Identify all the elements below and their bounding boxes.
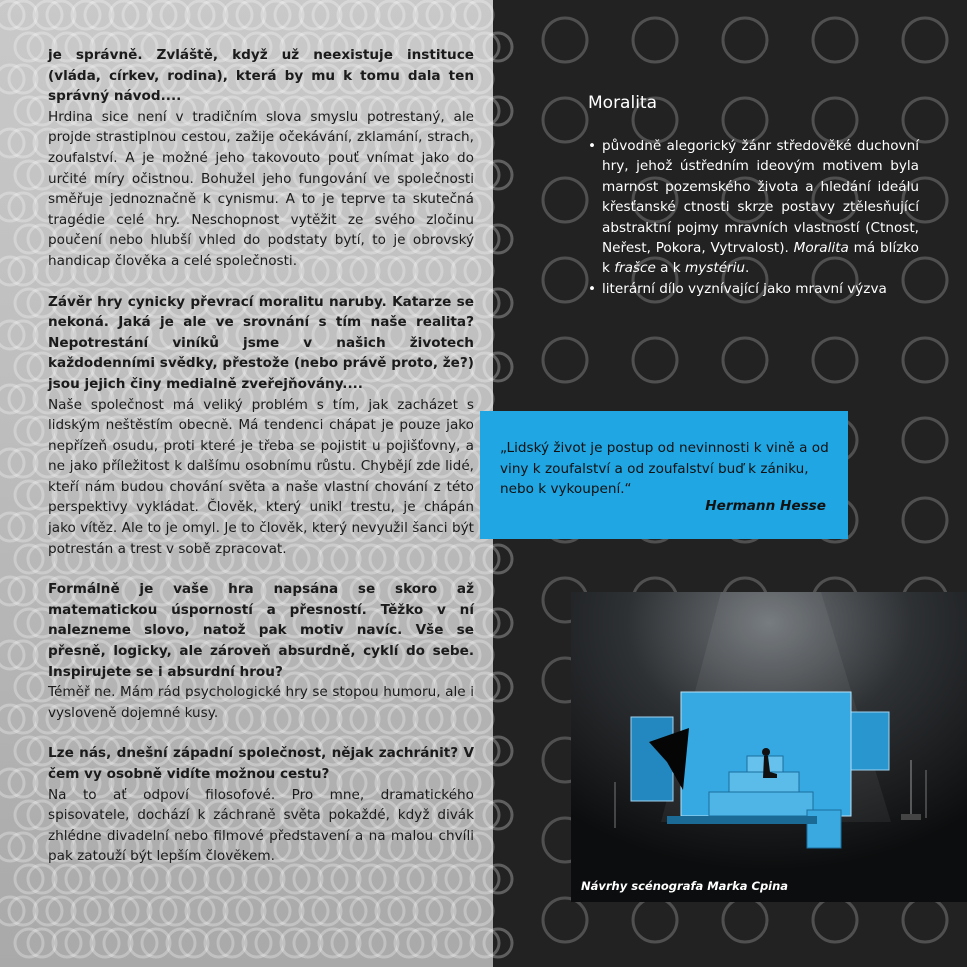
scenography-photo	[571, 592, 967, 902]
definition-item: • původně alegorický žánr středověké duchovní hry, jehož ústředním ideovým motivem byla marnost pozemského života a hledání ideálu křesťanské ctnosti skrze postavy ztělesňující abstraktní pojmy mravních vlastností (Ctnost, Neřest, Pokora, Vytrvalost). Moralita má blízko k frašce a k mystériu.	[588, 136, 919, 279]
figure-head	[762, 748, 770, 756]
quote-box	[480, 411, 848, 539]
moralita-definition-list	[588, 136, 919, 299]
answer-paragraph: Na to ať odpoví filosofové. Pro mne, dramatického spisovatele, dochází k záchraně světa pokaždé, když divák zhlédne divadelní nebo filmové představení a na malou chvíli pak zatouží být lepším člověkem.	[48, 786, 474, 865]
question-paragraph: Závěr hry cynicky převrací moralitu naruby. Katarze se nekoná. Jaká je ale ve srovnání s tím naše realita? Nepotrestání viníků jsme v našich životech každodenními svědky, přestože (nebo právě proto, že?) jsou jejich činy medialně zveřejňovány....	[48, 293, 474, 392]
definition-item: • literární dílo vyznívající jako mravní výzva	[588, 279, 919, 299]
answer-paragraph: Téměř ne. Mám rád psychologické hry se stopou humoru, ale i vysloveně dojemné kusy.	[48, 684, 474, 721]
answer-bold-intro: je správně. Zvláště, když už neexistuje instituce (vláda, církev, rodina), která by mu k tomu dala ten správný návod....	[48, 47, 474, 105]
set-cube	[807, 810, 841, 848]
moralita-heading: Moralita	[588, 93, 658, 113]
quote-text: „Lidský život je postup od nevinnosti k vině a od viny k zoufalství a od zoufalství buď k zániku, nebo k vykoupení.“	[500, 440, 829, 497]
answer-paragraph: Naše společnost má veliký problém s tím, jak zacházet s lidským neštěstím obecně. Má tendenci chápat je pouze jako nepřízeň osudu, proti které je třeba se pojistit u pojišťovny, a ne jako příležitost k dalšímu osobnímu růstu. Chybějí zde lidé, kteří nám budou chování světa a naše vlastní chování z této perspektivy vykládat. Člověk, který unikl trestu, je chápán jako vítěz. Ale to je omyl. Je to člověk, který nevyužil šanci být potrestán a trest v sobě zpracovat.	[48, 396, 474, 557]
answer-paragraph: Hrdina sice není v tradičním slova smyslu potrestaný, ale projde strastiplnou cestou, zažije očekávání, zklamání, strach, zoufalství. A je možné jeho takovouto pouť vnímat jako do určité míry očistnou. Bohužel jeho fungování ve společnosti směřuje jednoznačně k cynismu. A to je teprve ta skutečná tragédie celé hry. Neschopnost vytěžit ze svého zločinu poučení nebo hlubší vhled do podstaty bytí, to je obrovský handicap člověka a celé společnosti.	[48, 108, 474, 269]
question-paragraph: Formálně je vaše hra napsána se skoro až matematickou úsporností a přesností. Těžko v ní nalezneme slovo, natož pak motiv navíc. Vše se přesně, logicky, ale zároveň absurdně, cyklí do sebe. Inspirujete se i absurdní hrou?	[48, 581, 474, 680]
question-paragraph: Lze nás, dnešní západní společnost, nějak zachránit? V čem vy osobně vidíte možnou cestu?	[48, 745, 474, 782]
photo-caption: Návrhy scénografa Marka Cpina	[581, 879, 789, 893]
interview-article	[48, 45, 474, 867]
stage-set-illustration	[571, 592, 967, 902]
quote-author: Hermann Hesse	[705, 498, 826, 514]
set-steps	[709, 792, 813, 816]
